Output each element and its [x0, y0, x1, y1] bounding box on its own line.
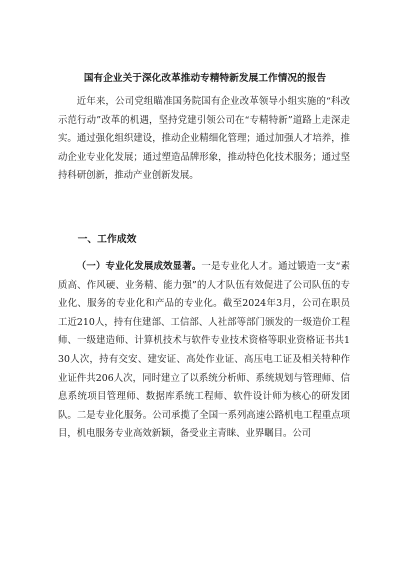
subsection-heading: （一）专业化发展成效显著。 — [76, 261, 202, 272]
subsection-text: 一是专业化人才。通过锻造一支“素质高、作风硬、业务精、能力强”的人才队伍有效促进了公司队伍的专业化、服务的专业化和产品的专业化。截至2024年3月，公司在职员工近210人，持有住建部、工信部、人社部等部门颁发的一级造价工程师、一级建造师、计算机技术与软件专业技术资格等职业资格证书共130人次，持有交安、建安证、高处作业证、高压电工证及相关特种作业证件共206人次，同时建立了以系统分析师、系统规划与管理师、信息系统项目管理师、数据库系统工程师、软件设计师为核心的研发团队。二是专业化服务。公司承揽了全国一系列高速公路机电工程重点项目，机电服务专业高效新颖，备受业主青睐、业界瞩目。公司 — [58, 261, 350, 440]
section-heading-work-results: 一、工作成效 — [77, 234, 137, 245]
intro-paragraph: 近年来，公司党组瞄准国务院国有企业改革领导小组实施的“科改示范行动”改革的机遇，坚持党建引领公司在“专精特新”道路上走深走实。通过强化组织建设，推动企业精细化管理；通过加强人才培养，推动企业专业化发展；通过塑造品牌形象，推动特色化技术服务；通过坚持科研创新，推动产业创新发展。 — [58, 96, 350, 182]
subsection-paragraph-specialization — [58, 258, 350, 444]
document-title: 国有企业关于深化改革推动专精特新发展工作情况的报告 — [83, 73, 327, 84]
